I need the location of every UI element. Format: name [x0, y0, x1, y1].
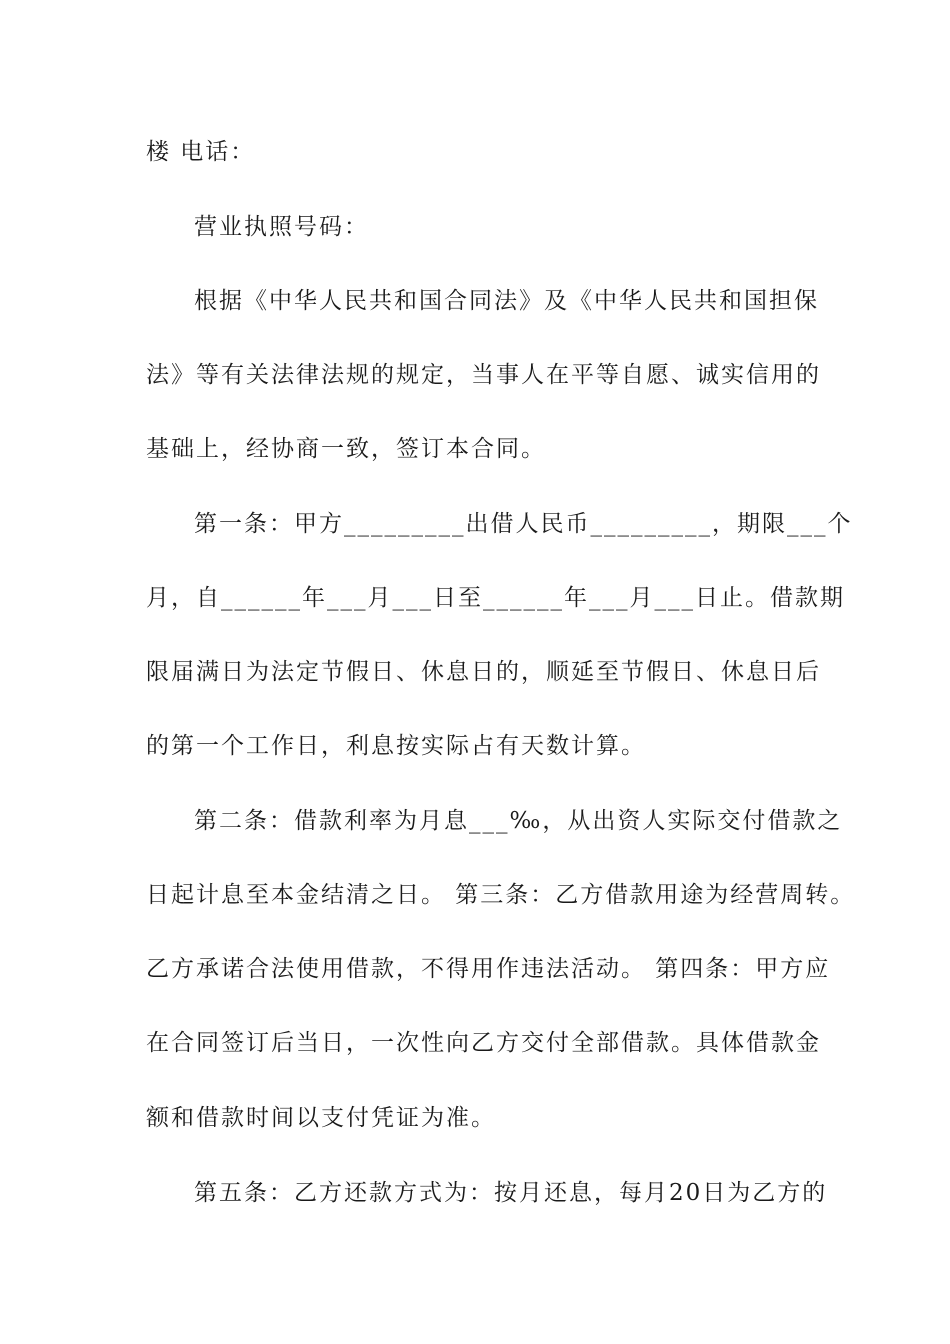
- text-line-article-5: 第五条：乙方还款方式为：按月还息，每月20日为乙方的: [194, 1180, 828, 1206]
- text-line: 日起计息至本金结清之日。 第三条：乙方借款用途为经营周转。: [146, 882, 856, 908]
- text-line: 的第一个工作日，利息按实际占有天数计算。: [146, 733, 646, 759]
- text-line-phone: 楼 电话：: [146, 139, 256, 165]
- text-line: 基础上，经协商一致，签订本合同。: [146, 436, 546, 462]
- text-line: 乙方承诺合法使用借款，不得用作违法活动。 第四条：甲方应: [146, 956, 831, 982]
- text-line: 在合同签订后当日，一次性向乙方交付全部借款。具体借款金: [146, 1030, 821, 1056]
- text-line: 额和借款时间以支付凭证为准。: [146, 1105, 496, 1131]
- text-line: 月，自______年___月___日至______年___月___日止。借款期: [146, 585, 845, 611]
- text-line-article-1: 第一条：甲方_________出借人民币_________，期限___个: [194, 511, 853, 537]
- text-line: 根据《中华人民共和国合同法》及《中华人民共和国担保: [194, 288, 819, 314]
- text-line: 法》等有关法律法规的规定，当事人在平等自愿、诚实信用的: [146, 362, 821, 388]
- text-line: 限届满日为法定节假日、休息日的，顺延至节假日、休息日后: [146, 659, 821, 685]
- text-line-license: 营业执照号码：: [194, 214, 369, 240]
- text-line-article-2: 第二条：借款利率为月息___‰，从出资人实际交付借款之: [194, 808, 843, 834]
